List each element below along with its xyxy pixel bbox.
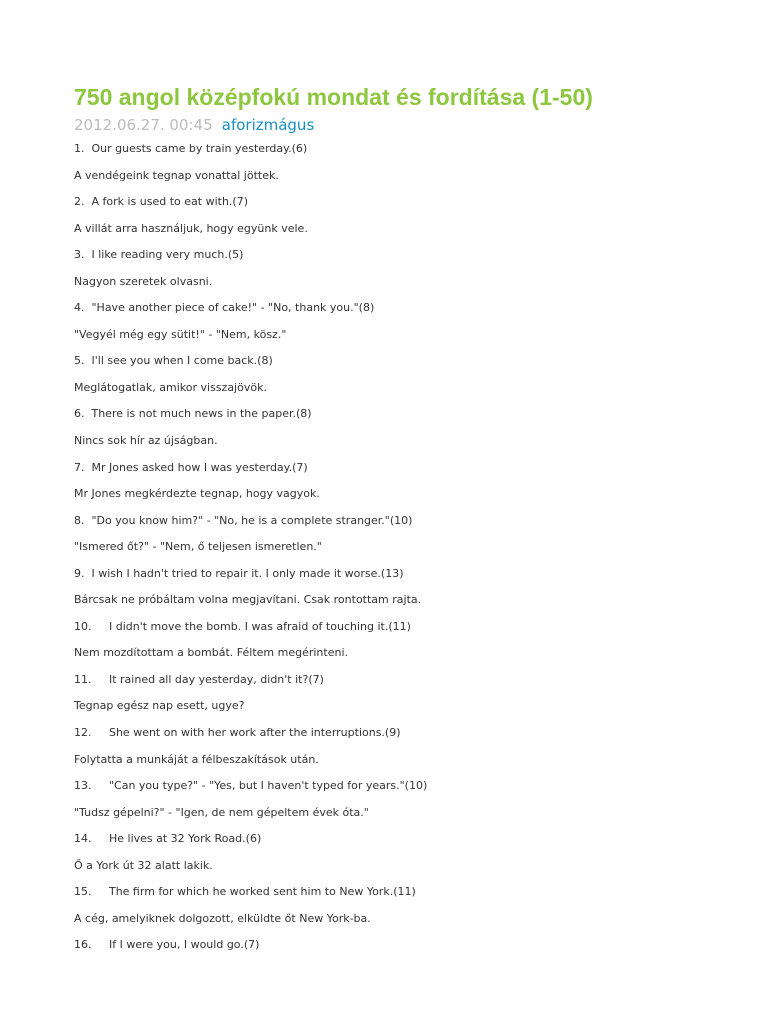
english-sentence: 14. He lives at 32 York Road.(6) xyxy=(74,832,262,846)
english-sentence: 5. I'll see you when I come back.(8) xyxy=(74,354,273,368)
hungarian-translation: A villát arra használjuk, hogy együnk vele. xyxy=(74,221,308,235)
english-sentence: 1. Our guests came by train yesterday.(6) xyxy=(74,142,308,155)
sentence-list xyxy=(74,136,734,959)
hungarian-translation: Folytatta a munkáját a félbeszakítások után. xyxy=(74,752,319,766)
english-sentence: 12. She went on with her work after the interruptions.(9) xyxy=(74,726,401,740)
english-sentence: 8. "Do you know him?" - "No, he is a complete stranger."(10) xyxy=(74,513,413,527)
hungarian-translation: Mr Jones megkérdezte tegnap, hogy vagyok. xyxy=(74,487,320,501)
hungarian-translation: Nincs sok hír az újságban. xyxy=(74,434,218,448)
english-sentence: 3. I like reading very much.(5) xyxy=(74,248,244,262)
english-sentence: 6. There is not much news in the paper.(8) xyxy=(74,407,312,421)
hungarian-translation: Ő a York út 32 alatt lakik. xyxy=(74,858,213,872)
hungarian-translation: A vendégeink tegnap vonattal jöttek. xyxy=(74,168,279,182)
hungarian-translation: Nem mozdítottam a bombát. Féltem megérinteni. xyxy=(74,646,349,660)
article xyxy=(74,80,734,959)
english-sentence: 2. A fork is used to eat with.(7) xyxy=(74,195,249,209)
english-sentence: 10. I didn't move the bomb. I was afraid of touching it.(11) xyxy=(74,619,411,633)
hungarian-translation: Meglátogatlak, amikor visszajövök. xyxy=(74,380,267,394)
english-sentence: 15. The firm for which he worked sent him to New York.(11) xyxy=(74,885,416,899)
english-sentence: 7. Mr Jones asked how I was yesterday.(7) xyxy=(74,460,308,474)
hungarian-translation: Nagyon szeretek olvasni. xyxy=(74,274,213,288)
english-sentence: 13. "Can you type?" - "Yes, but I haven't typed for years."(10) xyxy=(74,779,428,793)
author-link[interactable]: aforizmágus xyxy=(221,116,315,134)
hungarian-translation: "Vegyél még egy sütit!" - "Nem, kösz." xyxy=(74,327,287,341)
hungarian-translation: A cég, amelyiknek dolgozott, elküldte őt New York-ba. xyxy=(74,911,371,925)
hungarian-translation: "Tudsz gépelni?" - "Igen, de nem gépeltem évek óta." xyxy=(74,805,369,819)
article-title: 750 angol középfokú mondat és fordítása (1-50) xyxy=(74,84,593,110)
article-meta xyxy=(74,114,734,136)
english-sentence: 9. I wish I hadn't tried to repair it. I only made it worse.(13) xyxy=(74,566,404,580)
hungarian-translation: Bárcsak ne próbáltam volna megjavítani. Csak rontottam rajta. xyxy=(74,593,422,607)
english-sentence: 11. It rained all day yesterday, didn't it?(7) xyxy=(74,672,324,686)
hungarian-translation: "Ismered őt?" - "Nem, ő teljesen ismeretlen." xyxy=(74,540,322,554)
post-date: 2012.06.27. 00:45 xyxy=(74,116,213,134)
hungarian-translation: Tegnap egész nap esett, ugye? xyxy=(74,699,245,713)
english-sentence: 16. If I were you, I would go.(7) xyxy=(74,938,260,952)
english-sentence: 4. "Have another piece of cake!" - "No, thank you."(8) xyxy=(74,301,375,315)
